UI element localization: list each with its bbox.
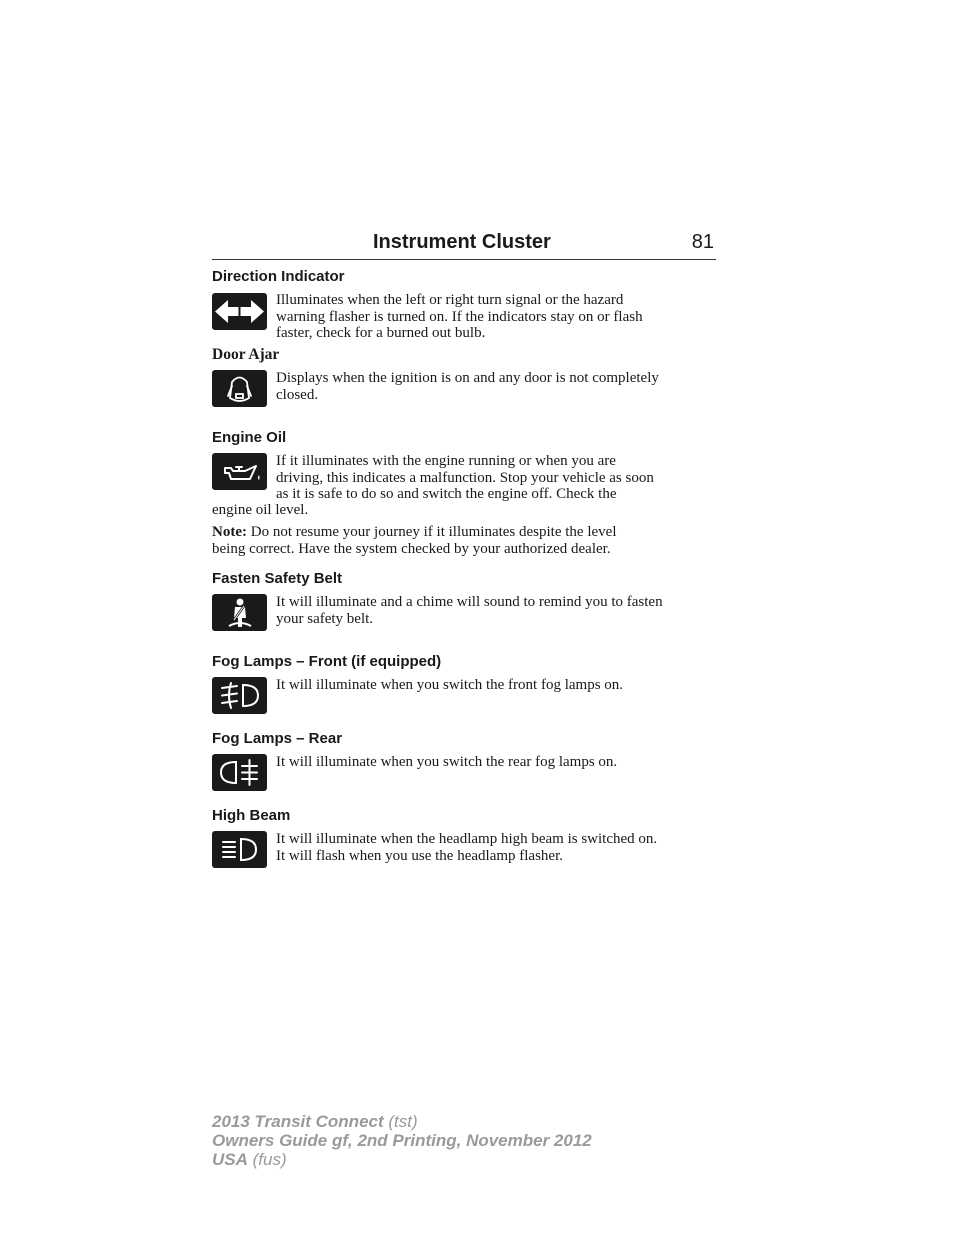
heading-engine-oil: Engine Oil <box>212 429 287 446</box>
page-title: Instrument Cluster <box>373 231 551 253</box>
note-label: Note: <box>212 524 247 540</box>
oil-can-icon <box>212 453 267 490</box>
page-number: 81 <box>691 231 714 253</box>
fog-rear-text: It will illuminate when you switch the rear fog lamps on. <box>276 754 618 770</box>
heading-high-beam: High Beam <box>212 807 291 824</box>
front-fog-lamp-icon <box>212 677 267 714</box>
footer-line-3: USA (fus) <box>212 1150 287 1169</box>
seat-belt-text: It will illuminate and a chime will sound to remind you to fasten your safety belt. <box>276 594 663 627</box>
engine-oil-text-cont: engine oil level. <box>212 502 309 518</box>
door-ajar-text: Displays when the ignition is on and any door is not completely closed. <box>276 370 659 403</box>
seat-belt-icon <box>212 594 267 631</box>
footer-line-1: 2013 Transit Connect (tst) <box>212 1112 418 1131</box>
rear-fog-lamp-icon <box>212 754 267 791</box>
heading-door-ajar: Door Ajar <box>212 346 280 363</box>
high-beam-icon <box>212 831 267 868</box>
turn-signal-arrows-icon <box>212 293 267 330</box>
fog-front-text: It will illuminate when you switch the front fog lamps on. <box>276 677 624 693</box>
engine-oil-note: Note: Do not resume your journey if it illuminates despite the level being correct. Have the system checked by your authorized dealer. <box>212 524 617 557</box>
page-footer <box>212 1112 592 1169</box>
heading-fog-lamps-front: Fog Lamps – Front (if equipped) <box>212 653 442 670</box>
heading-fasten-safety-belt: Fasten Safety Belt <box>212 570 343 587</box>
high-beam-text: It will illuminate when the headlamp high beam is switched on. It will flash when you use the headlamp flasher. <box>276 831 658 864</box>
page-header <box>212 228 716 260</box>
heading-direction-indicator: Direction Indicator <box>212 268 345 285</box>
engine-oil-text: If it illuminates with the engine running or when you are driving, this indicates a malfunction. Stop your vehicle as soon as it is safe to do so and switch the engine off. Check the <box>276 453 654 502</box>
door-ajar-icon <box>212 370 267 407</box>
heading-fog-lamps-rear: Fog Lamps – Rear <box>212 730 343 747</box>
footer-line-2: Owners Guide gf, 2nd Printing, November 2012 <box>212 1131 592 1150</box>
direction-text: Illuminates when the left or right turn signal or the hazard warning flasher is turned on. If the indicators stay on or flash faster, check for a burned out bulb. <box>276 292 643 341</box>
